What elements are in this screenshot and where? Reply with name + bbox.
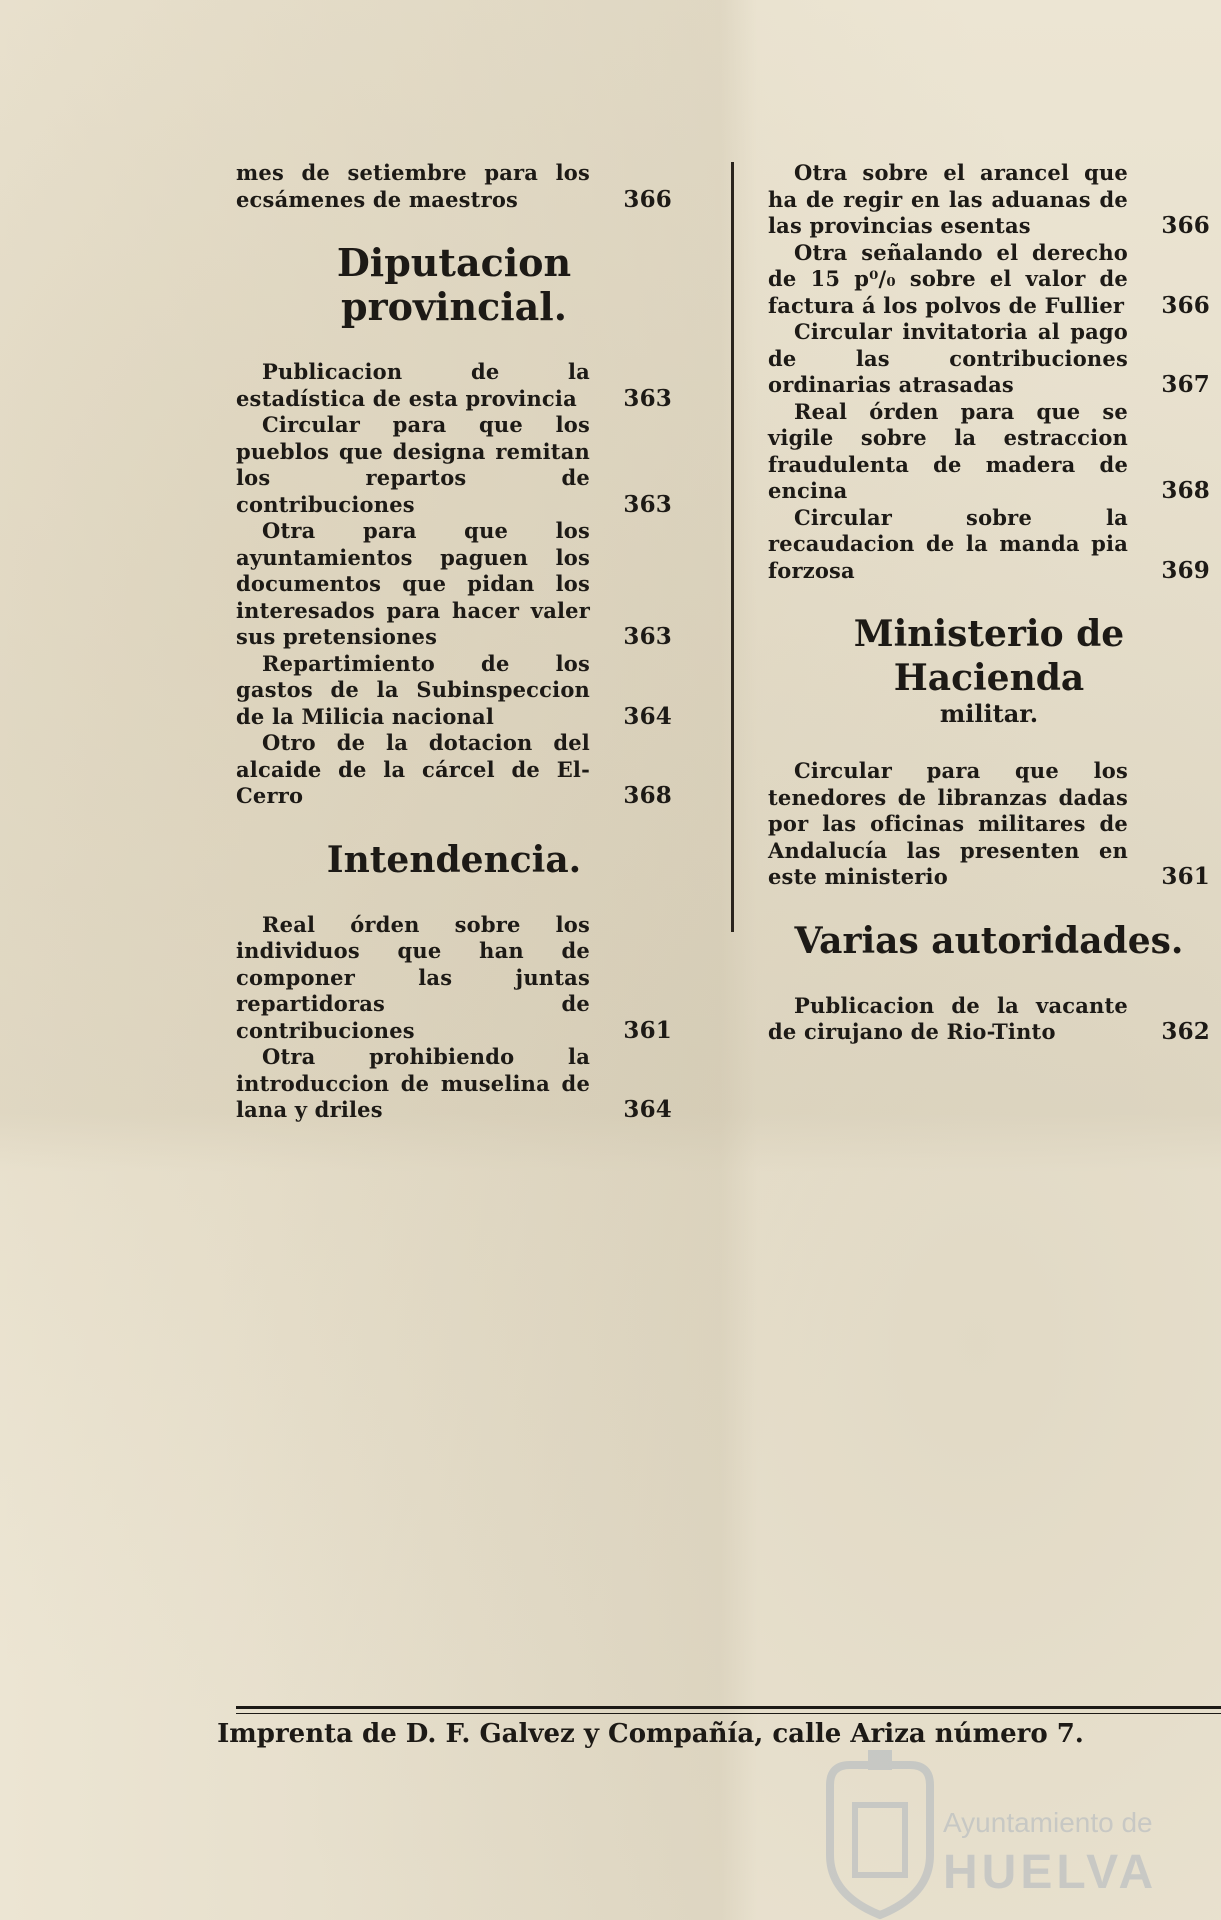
index-entry xyxy=(236,1044,672,1124)
printer-imprint: Imprenta de D. F. Galvez y Compañía, calle Ariza número 7. xyxy=(217,1719,1084,1749)
entry-page: 361 xyxy=(1161,863,1210,890)
section-heading-varias: Varias autoridades. xyxy=(794,919,1184,962)
entry-text: Real órden sobre los individuos que han de componer las juntas repartidoras de contribuciones xyxy=(236,911,590,1043)
section-heading-hacienda: Ministerio de Hacienda xyxy=(853,613,1125,699)
entry-text: Circular sobre la recaudacion de la manda pia forzosa xyxy=(768,504,1128,583)
entry-page: 364 xyxy=(623,702,672,730)
index-entry xyxy=(768,160,1210,240)
entry-text: Otra prohibiendo la introduccion de muselina de lana y driles xyxy=(236,1044,590,1122)
watermark xyxy=(800,1745,1220,1920)
index-entry xyxy=(236,912,672,1045)
entry-text: Otro de la dotacion del alcaide de la cárcel de El-Cerro xyxy=(236,730,590,808)
watermark-line2: HUELVA xyxy=(943,1846,1158,1899)
watermark-line1: Ayuntamiento de xyxy=(943,1807,1153,1838)
entry-text: Otra sobre el arancel que ha de regir en las aduanas de las provincias esentas xyxy=(768,160,1128,238)
footer-rule xyxy=(236,1706,1221,1709)
section-heading-diputacion: Diputacion provincial. xyxy=(336,240,572,329)
entry-text: Circular para que los pueblos que designa remitan los repartos de contribuciones xyxy=(236,412,590,517)
index-entry xyxy=(768,758,1210,891)
entry-page: 366 xyxy=(623,185,672,213)
entry-text: Otra para que los ayuntamientos paguen los documentos que pidan los interesados para hacer valer sus pretensiones xyxy=(236,518,590,649)
entry-page: 366 xyxy=(1161,291,1210,319)
entry-page: 368 xyxy=(1161,477,1210,504)
entry-page: 363 xyxy=(623,384,672,412)
entry-text: Circular para que los tenedores de libranzas dadas por las oficinas militares de Andalucía las presenten en este ministerio xyxy=(768,758,1128,889)
section-subheading-hacienda: militar. xyxy=(939,699,1039,728)
entry-text: Otra señalando el derecho de 15 p⁰/₀ sobre el valor de factura á los polvos de Fullier xyxy=(768,239,1128,318)
entry-text: Publicacion de la vacante de cirujano de Rio-Tinto xyxy=(768,992,1128,1044)
entry-page: 366 xyxy=(1161,212,1210,239)
right-column xyxy=(768,160,1210,1046)
column-divider xyxy=(731,162,734,932)
entry-page: 368 xyxy=(623,782,672,809)
entry-text: Real órden para que se vigile sobre la estraccion fraudulenta de madera de encina xyxy=(768,398,1128,503)
left-column xyxy=(236,160,672,1124)
index-entry xyxy=(768,993,1210,1046)
entry-text: Publicacion de la estadística de esta provincia xyxy=(236,359,590,411)
footer-rule-thin xyxy=(236,1713,1221,1714)
coat-of-arms-icon xyxy=(810,1745,950,1920)
index-entry xyxy=(236,518,672,651)
index-entry xyxy=(236,359,672,412)
entry-page: 363 xyxy=(623,490,672,518)
entry-page: 369 xyxy=(1161,556,1210,584)
entry-page: 364 xyxy=(623,1096,672,1123)
entry-page: 362 xyxy=(1161,1018,1210,1045)
entry-text: Circular invitatoria al pago de las contribuciones ordinarias atrasadas xyxy=(768,319,1128,397)
section-heading-intendencia: Intendencia. xyxy=(326,838,582,881)
entry-page: 367 xyxy=(1161,371,1210,398)
entry-text: mes de setiembre para los ecsámenes de maestros xyxy=(236,160,590,212)
entry-text: Repartimiento de los gastos de la Subinspeccion de la Milicia nacional xyxy=(236,650,590,729)
entry-page: 361 xyxy=(623,1016,672,1044)
index-entry xyxy=(768,505,1210,585)
index-entry xyxy=(236,412,672,518)
index-entry xyxy=(768,240,1210,320)
index-entry xyxy=(236,730,672,810)
entry-page: 363 xyxy=(623,623,672,650)
index-entry xyxy=(236,651,672,731)
index-entry xyxy=(768,319,1210,399)
index-entry xyxy=(236,160,672,213)
index-entry xyxy=(768,399,1210,505)
